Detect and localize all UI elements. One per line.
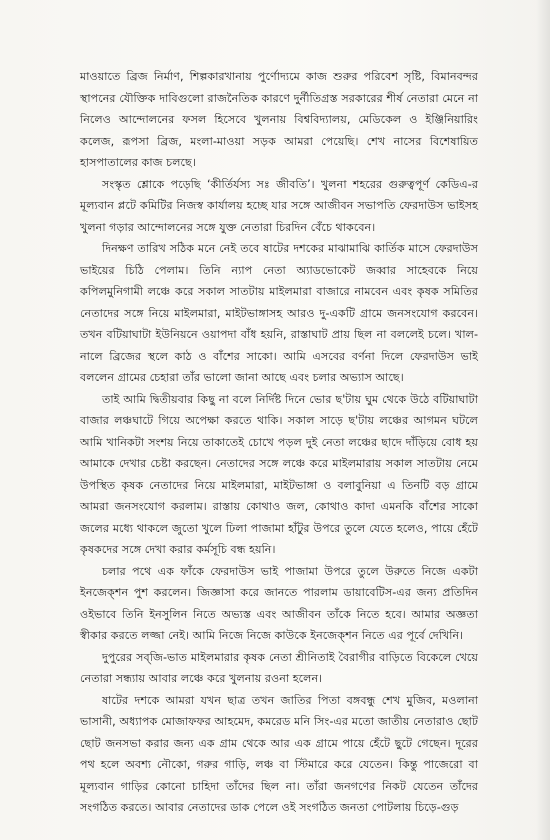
paragraph-1: মাওয়াতে ব্রিজ নির্মাণ, শিল্পকারখানায় পুর্ণোদ্যমে কাজ শুরুর পরিবেশ সৃষ্টি, বিমানবন্দর স্থাপনের যৌক্তিক দাবিগুলো রাজনৈতিক কারণে দুর্নীতিগ্রস্ত সরকারের শীর্ষ নেতারা মেনে না নিলেও আন্দোলনের ফসল হিসেবে খুলনায় বিশ্ববিদ্যালয়, মেডিকেল ও ইঞ্জিনিয়ারিং কলেজ, রূপসা ব্রিজ, মংলা-মাওয়া সড়ক আমরা পেয়েছি। শেখ নাসের বিশেষায়িত হাসপাতালের কাজ চলছে। — [80, 70, 478, 169]
page-edge-shadow — [536, 0, 550, 840]
paragraph-7: ষাটের দশকে আমরা যখন ছাত্র তখন জাতির পিতা বঙ্গবন্ধু শেখ মুজিব, মওলানা ভাসানী, অধ্যাপক মোজাফফর আহমেদ, কমরেড মনি সিং-এর মতো জাতীয় নেতারাও ছোট ছোট জনসভা করার জন্য এক গ্রাম থেকে আর এক গ্রামে পায়ে হেঁটে ছুটে গেছেন। দূরের পথ হলে অবশ্য নৌকো, গরুর গাড়ি, লঞ্চ বা স্টিমারে করে যেতেন। কিন্তু পাজেরো বা মূল্যবান গাড়ির কোনো চাহিদা তাঁদের ছিল না। তাঁরা জনগণের নিকট যেতেন তাঁদের সংগঠিত করতে। আবার নেতাদের ডাক পেলে ওই সংগঠিত জনতা পোটলায় চিড়ে-গুড় — [80, 693, 478, 814]
paragraph-4: তাই আমি দ্বিতীয়বার কিছু না বলে নির্দিষ্ট দিনে ভোর ছ'টায় ঘুম থেকে উঠে বটিয়াঘাটা বাজার লঞ্চঘাটে গিয়ে অপেক্ষা করতে থাকি। সকাল সাড়ে ছ'টায় লঞ্চের আগমন ঘটলে আমি খানিকটা সংশয় নিয়ে তাকাতেই চোখে পড়ল দুই নেতা লঞ্চের ছাদে দাঁড়িয়ে বোধ হয় আমাকে দেখার চেষ্টা করছেন। নেতাদের সঙ্গে লঞ্চে করে মাইলমারায় সকাল সাতটায় নেমে উপস্থিত কৃষক নেতাদের নিয়ে মাইলমারা, মাইটভাঙ্গা ও বলাবুনিয়া এ তিনটি বড় গ্রামে আমরা জনসংযোগ করলাম। রাস্তায় কোথাও জল, কোথাও কাদা এমনকি বাঁশের সাকো জলের মধ্যে থাকলে জুতো খুলে ঢিলা পাজামা হাঁটুর উপরে তুলে যেতে হলেও, পায়ে হেঁটে কৃষকদের সঙ্গে দেখা করার কর্মসূচি বন্ধ হয়নি। — [80, 392, 478, 556]
paragraph-3: দিনক্ষণ তারিখ সঠিক মনে নেই তবে ষাটের দশকের মাঝামাঝি কার্তিক মাসে ফেরদাউস ভাইয়ের চিঠি পেলাম। তিনি ন্যাপ নেতা অ্যাডভোকেট জব্বার সাহেবকে নিয়ে কপিলমুনিগামী লঞ্চে করে সকাল সাতটায় মাইলমারা বাজারে নামবেন এবং কৃষক সমিতির নেতাদের সঙ্গে নিয়ে মাইলমারা, মাইটভাঙ্গাসহ আরও দু-একটি গ্রামে জনসংযোগ করবেন। তখন বটিয়াঘাটা ইউনিয়নে ওয়াপদা বাঁধ হয়নি, রাস্তাঘাট প্রায় ছিল না বললেই চলে। খাল-নালে ব্রিজের স্থলে কাঠ ও বাঁশের সাকো। আমি এসবের বর্ণনা দিলে ফেরদাউস ভাই বললেন গ্রামের চেহারা তাঁর ভালো জানা আছে এবং চলার অভ্যাস আছে। — [80, 242, 478, 384]
page-text — [80, 66, 478, 819]
paragraph-6: দুপুরের সব্‌জি-ভাত মাইলমারার কৃষক নেতা শ্রীনিতাই বৈরাগীর বাড়িতে বিকেলে খেয়ে নেতারা সন্ধ্যায় আবার লঞ্চে করে খুলনায় রওনা হলেন। — [80, 650, 478, 685]
paragraph-2: সংস্কৃত শ্লোকে পড়েছি ‘কীর্তির্যস্য সঃ জীবতি’। খুলনা শহরের গুরুত্বপূর্ণ কেডিএ-র মূল্যবান প্লটে কমিটির নিজস্ব কার্যালয় হচ্ছে যার সঙ্গে আজীবন সভাপতি ফেরদাউস ভাইসহ খুলনা গড়ার আন্দোলনের সঙ্গে যুক্ত নেতারা চিরদিন বেঁচে থাকবেন। — [80, 177, 478, 234]
paragraph-5: চলার পথে এক ফাঁকে ফেরদাউস ভাই পাজামা উপরে তুলে উরুতে নিজে একটা ইনজেক্‌শন পুশ করলেন। জিজ্ঞাসা করে জানতে পারলাম ডায়াবেটিস-এর জন্য প্রতিদিন ওইভাবে তিনি ইনসুলিন নিতে অভ্যস্ত এবং আজীবন তাঁকে নিতে হবে। আমার অজ্ঞতা স্বীকার করতে লজ্জা নেই। আমি নিজে নিজে কাউকে ইনজেক্‌শন নিতে এর পূর্বে দেখিনি। — [80, 564, 478, 642]
